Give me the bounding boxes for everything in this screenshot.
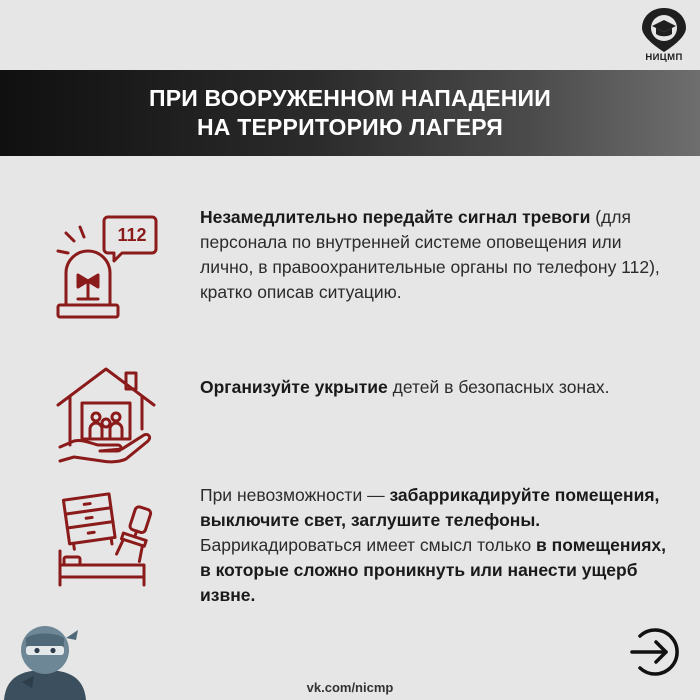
instruction-alarm	[200, 205, 670, 305]
instruction-shelter	[200, 375, 670, 400]
instruction-barricade-text-a: При невозможности —	[200, 485, 390, 505]
barricade-furniture-icon	[52, 487, 164, 587]
brand-name: НИЦМП	[645, 52, 683, 63]
title-banner	[0, 70, 700, 156]
instruction-shelter-text: детей в безопасных зонах.	[387, 377, 610, 397]
instruction-barricade	[200, 483, 670, 608]
badge-number: 112	[117, 225, 147, 245]
instruction-shelter-bold: Организуйте укрытие	[200, 377, 388, 397]
emergency-number-badge	[108, 223, 156, 247]
page-title-line1: ПРИ ВООРУЖЕННОМ НАПАДЕНИИ	[148, 85, 552, 111]
vk-link[interactable]: vk.com/nicmp	[306, 680, 394, 695]
brand-logo	[636, 6, 692, 68]
instruction-alarm-bold: Незамедлительно передайте сигнал тревоги	[200, 207, 591, 227]
instruction-alarm-text: (для персонала по внутренней системе оповещения или лично, в правоохранительные органы по телефону 112), кратко описав ситуацию.	[200, 207, 660, 302]
shelter-house-icon	[52, 363, 162, 467]
instruction-barricade-bold-b: в помещениях, в которые сложно проникнуть или нанести ущерб извне.	[200, 535, 667, 605]
next-arrow-button[interactable]	[626, 624, 682, 680]
instruction-barricade-bold-a: забаррикадируйте помещения, выключите свет, заглушите телефоны.	[200, 485, 660, 530]
graduation-cap-pin-icon	[636, 6, 692, 54]
instruction-barricade-text-b: Баррикадироваться имеет смысл только	[200, 535, 537, 555]
page-title-line2: НА ТЕРРИТОРИЮ ЛАГЕРЯ	[197, 114, 503, 140]
